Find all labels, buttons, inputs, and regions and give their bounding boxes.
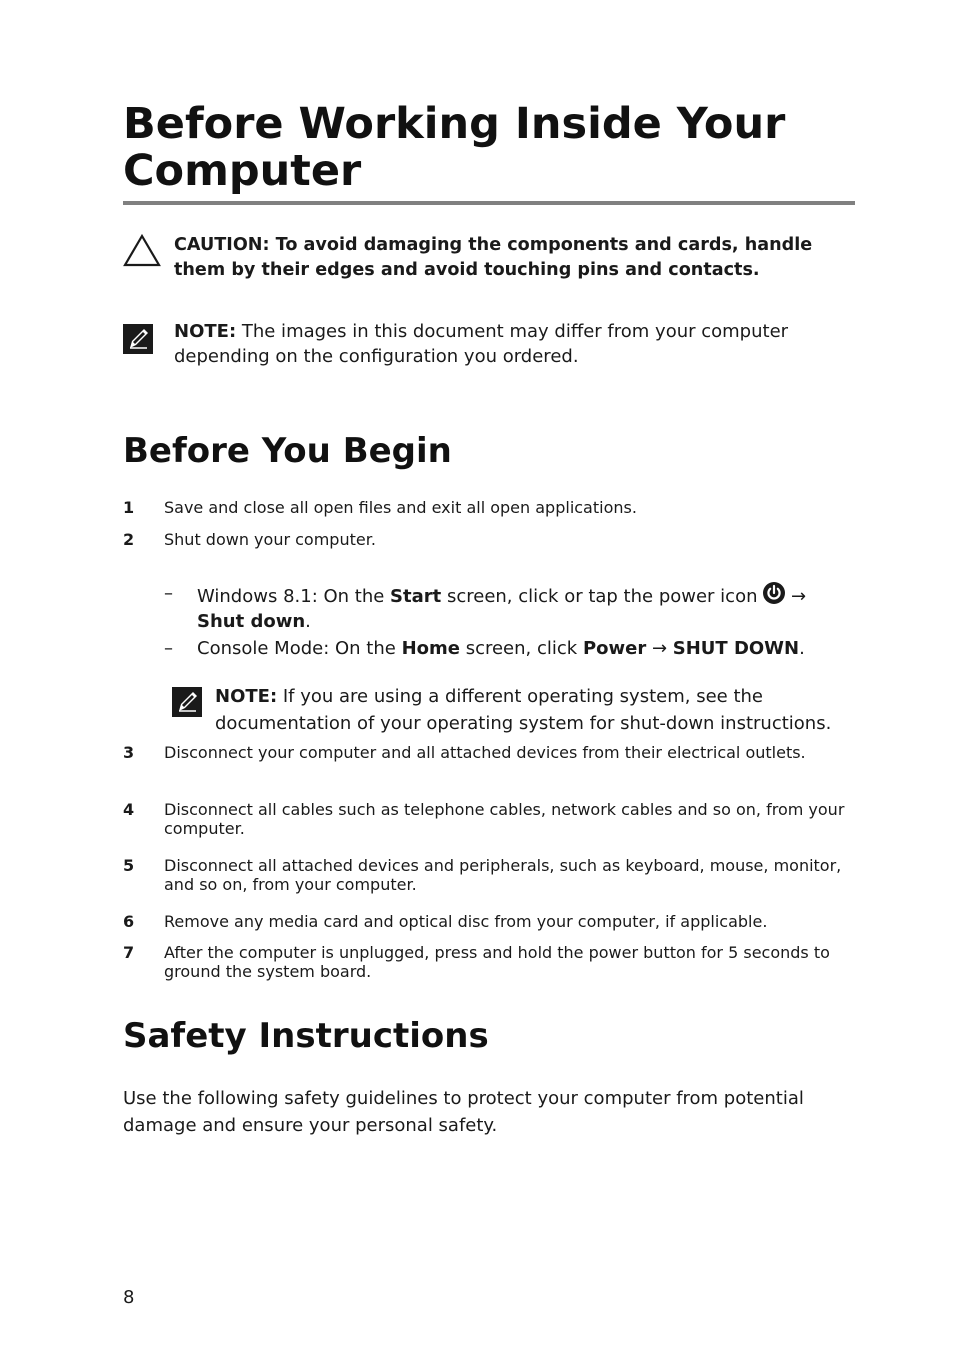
step-text: After the computer is unplugged, press and hold the power button for 5 seconds to ground the system board.	[164, 943, 830, 981]
bold-home: Home	[401, 638, 460, 659]
step-number: 6	[123, 912, 135, 931]
note-pencil-icon	[172, 687, 202, 721]
step-text: Disconnect all cables such as telephone cables, network cables and so on, from your computer.	[164, 800, 845, 838]
note-text	[174, 320, 855, 369]
text-fragment: .	[305, 611, 311, 632]
title-rule	[123, 201, 855, 205]
note-body: If you are using a different operating system, see the documentation of your operating system for shut-down instructions.	[215, 686, 832, 734]
arrow-glyph: →	[646, 638, 673, 659]
dash-bullet: –	[164, 583, 173, 604]
page-title: Before Working Inside Your Computer	[123, 99, 786, 196]
note-label: NOTE:	[174, 321, 237, 342]
text-fragment: screen, click or tap the power icon	[441, 586, 764, 607]
dash-bullet: –	[164, 638, 173, 659]
caution-text: CAUTION: To avoid damaging the components and cards, handle them by their edges and avoid touching pins and contacts.	[174, 235, 813, 280]
step-text: Remove any media card and optical disc from your computer, if applicable.	[164, 912, 768, 931]
bold-shut-down: Shut down	[197, 611, 306, 632]
step-number: 4	[123, 800, 135, 819]
note-label: NOTE:	[215, 686, 278, 707]
page-number: 8	[123, 1287, 135, 1308]
step-text: Save and close all open files and exit all open applications.	[164, 498, 637, 517]
arrow-glyph: →	[785, 586, 807, 607]
safety-paragraph: Use the following safety guidelines to protect your computer from potential damage and ensure your personal safety.	[123, 1088, 804, 1136]
text-fragment: screen, click	[459, 638, 583, 659]
step-number: 5	[123, 856, 135, 875]
step-number: 3	[123, 743, 135, 762]
power-icon	[763, 582, 785, 610]
sub-step-text	[197, 582, 855, 633]
step-text: Shut down your computer.	[164, 530, 376, 549]
text-fragment: Windows 8.1: On the	[197, 586, 391, 607]
bold-start: Start	[390, 586, 442, 607]
section-heading-before-you-begin: Before You Begin	[123, 431, 452, 471]
text-fragment: Console Mode: On the	[197, 638, 402, 659]
note-text	[215, 683, 855, 737]
caution-triangle-icon	[123, 233, 161, 271]
bold-power: Power	[582, 638, 647, 659]
step-number: 2	[123, 530, 135, 549]
bold-shut-down-caps: SHUT DOWN	[672, 638, 800, 659]
sub-step-text	[197, 637, 855, 660]
text-fragment: .	[799, 638, 805, 659]
note-pencil-icon	[123, 324, 153, 358]
step-text: Disconnect all attached devices and peripherals, such as keyboard, mouse, monitor, and so on, from your computer.	[164, 856, 842, 894]
step-text: Disconnect your computer and all attached devices from their electrical outlets.	[164, 743, 806, 762]
section-heading-safety-instructions: Safety Instructions	[123, 1016, 489, 1056]
step-number: 1	[123, 498, 135, 517]
step-number: 7	[123, 943, 135, 962]
note-body: The images in this document may differ from your computer depending on the configuration you ordered.	[174, 321, 789, 367]
